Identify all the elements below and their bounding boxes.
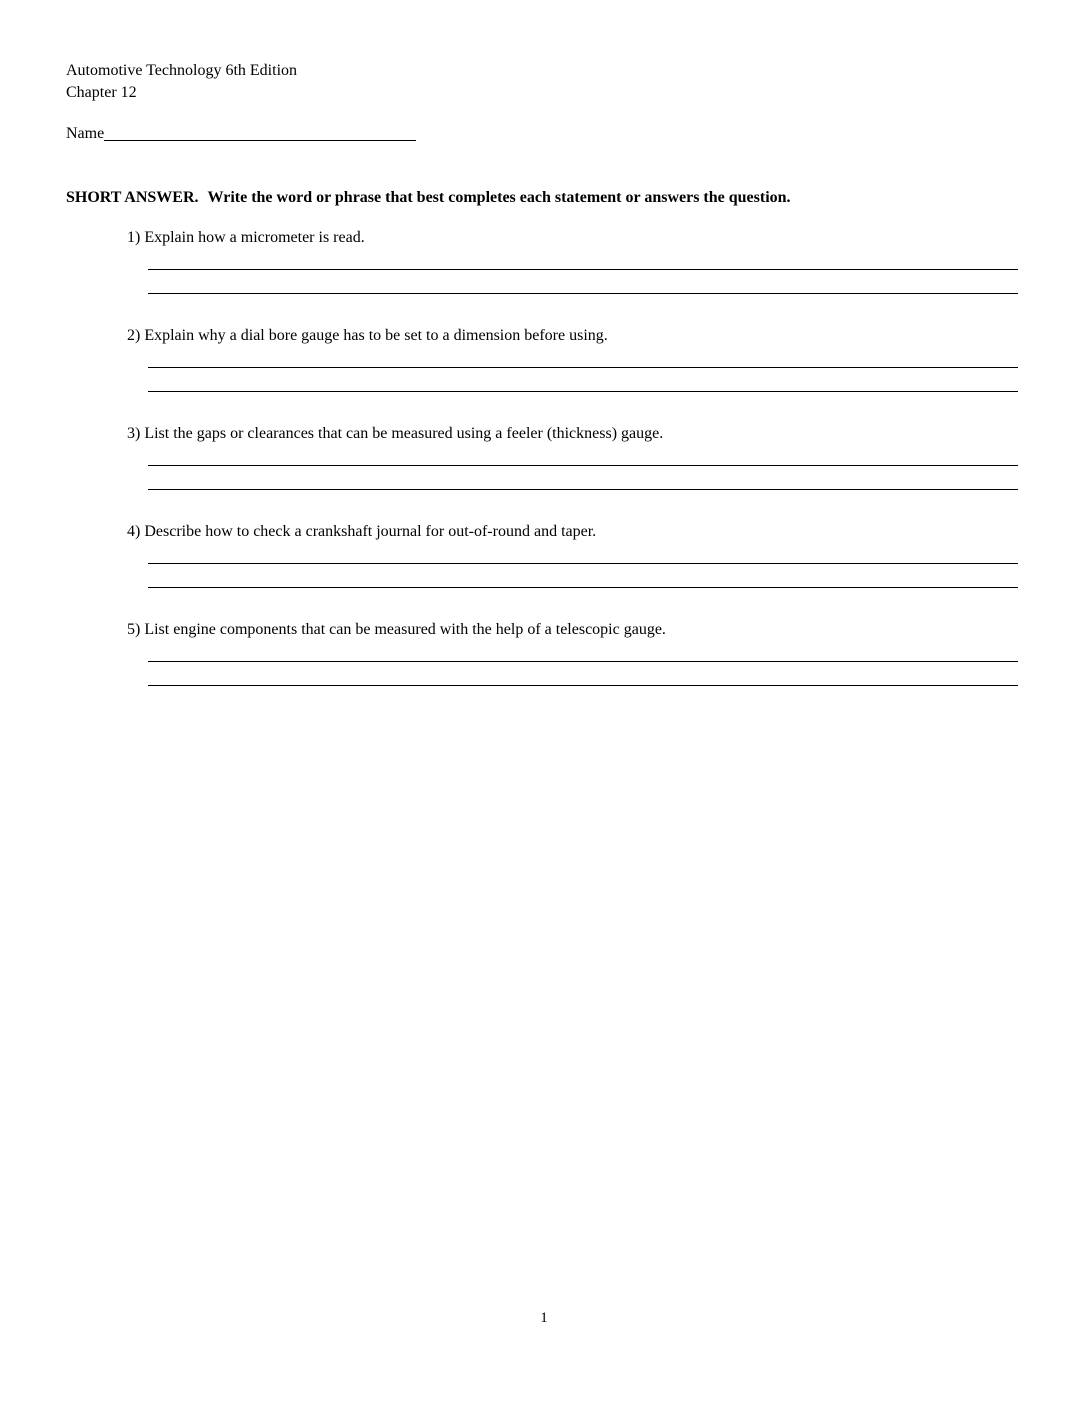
question-item-5	[127, 620, 1018, 686]
answer-line	[148, 465, 1018, 466]
page-number: 1	[540, 1310, 548, 1326]
section-heading	[66, 188, 1018, 208]
question-number: 3)	[127, 425, 141, 442]
question-item-1	[127, 228, 1018, 294]
answer-line	[148, 269, 1018, 270]
question-body: Explain how a micrometer is read.	[144, 229, 365, 246]
name-row	[66, 124, 1018, 144]
question-number: 2)	[127, 327, 141, 344]
name-field-line	[104, 126, 416, 141]
question-item-3	[127, 424, 1018, 490]
question-body: Describe how to check a crankshaft journal for out-of-round and taper.	[144, 523, 597, 540]
question-body: List the gaps or clearances that can be measured using a feeler (thickness) gauge.	[144, 425, 664, 442]
answer-line	[148, 391, 1018, 392]
question-body: Explain why a dial bore gauge has to be set to a dimension before using.	[144, 327, 608, 344]
section-heading-label: SHORT ANSWER.	[66, 189, 199, 206]
answer-line	[148, 685, 1018, 686]
page-content	[0, 0, 1088, 686]
question-item-2	[127, 326, 1018, 392]
chapter-subtitle: Chapter 12	[66, 84, 137, 101]
question-number: 4)	[127, 523, 141, 540]
question-number: 1)	[127, 229, 141, 246]
question-item-4	[127, 522, 1018, 588]
question-text	[127, 228, 1018, 248]
question-text	[127, 522, 1018, 542]
question-text	[127, 424, 1018, 444]
section-heading-instruction: Write the word or phrase that best completes each statement or answers the question.	[207, 189, 791, 206]
answer-line	[148, 661, 1018, 662]
answer-line	[148, 489, 1018, 490]
question-number: 5)	[127, 621, 141, 638]
question-text	[127, 620, 1018, 640]
document-title: Automotive Technology 6th Edition	[66, 62, 298, 79]
answer-line	[148, 563, 1018, 564]
answer-line	[148, 367, 1018, 368]
question-body: List engine components that can be measured with the help of a telescopic gauge.	[144, 621, 666, 638]
answer-line	[148, 293, 1018, 294]
name-label: Name	[66, 125, 105, 142]
question-text	[127, 326, 1018, 346]
answer-line	[148, 587, 1018, 588]
